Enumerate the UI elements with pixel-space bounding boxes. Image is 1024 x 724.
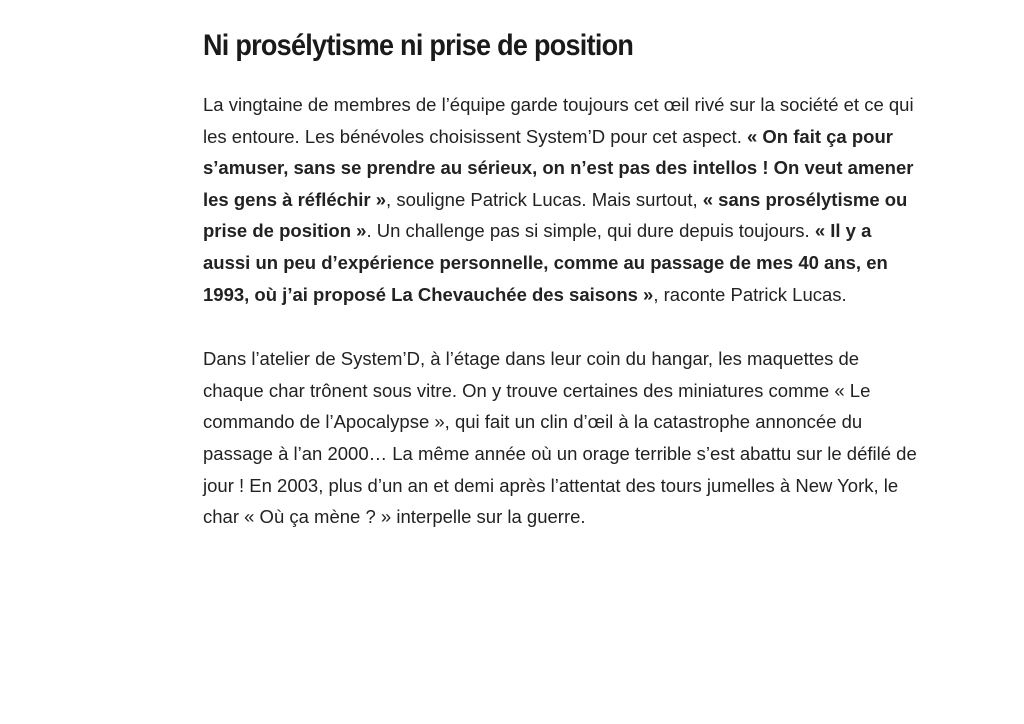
quote-amuser: « On fait ça pour s’amuser, sans se prendre au sérieux, on n’est pas des intellos ! On veut amener les gens à réfléchir » [203,125,914,210]
paragraph-1-text-3: . Un challenge pas si simple, qui dure depuis toujours. [366,220,815,242]
section-heading: Ni prosélytisme ni prise de position [203,29,634,62]
paragraph-1 [203,89,919,310]
article-body [203,26,919,533]
paragraph-1-text-2: , souligne Patrick Lucas. Mais surtout, [386,188,703,210]
paragraph-1-text-4: , raconte Patrick Lucas. [653,283,847,305]
quote-proselytisme: « sans prosélytisme ou prise de position » [203,188,908,242]
paragraph-2: Dans l’atelier de System’D, à l’étage dans leur coin du hangar, les maquettes de chaque char trônent sous vitre. On y trouve certaines des miniatures comme « Le commando de l’Apocalypse », qui fait un clin d’œil à la catastrophe annoncée du passage à l’an 2000… La même année où un orage terrible s’est abattu sur le défilé de jour ! En 2003, plus d’un an et demi après l’attentat des tours jumelles à New York, le char « Où ça mène ? » interpelle sur la guerre. [203,348,917,528]
quote-experience: « Il y a aussi un peu d’expérience personnelle, comme au passage de mes 40 ans, en 1993, où j’ai proposé La Chevauchée des saisons » [203,220,888,305]
paragraph-1-text-1: La vingtaine de membres de l’équipe garde toujours cet œil rivé sur la société et ce qui les entoure. Les bénévoles choisissent System’D pour cet aspect. [203,94,914,147]
